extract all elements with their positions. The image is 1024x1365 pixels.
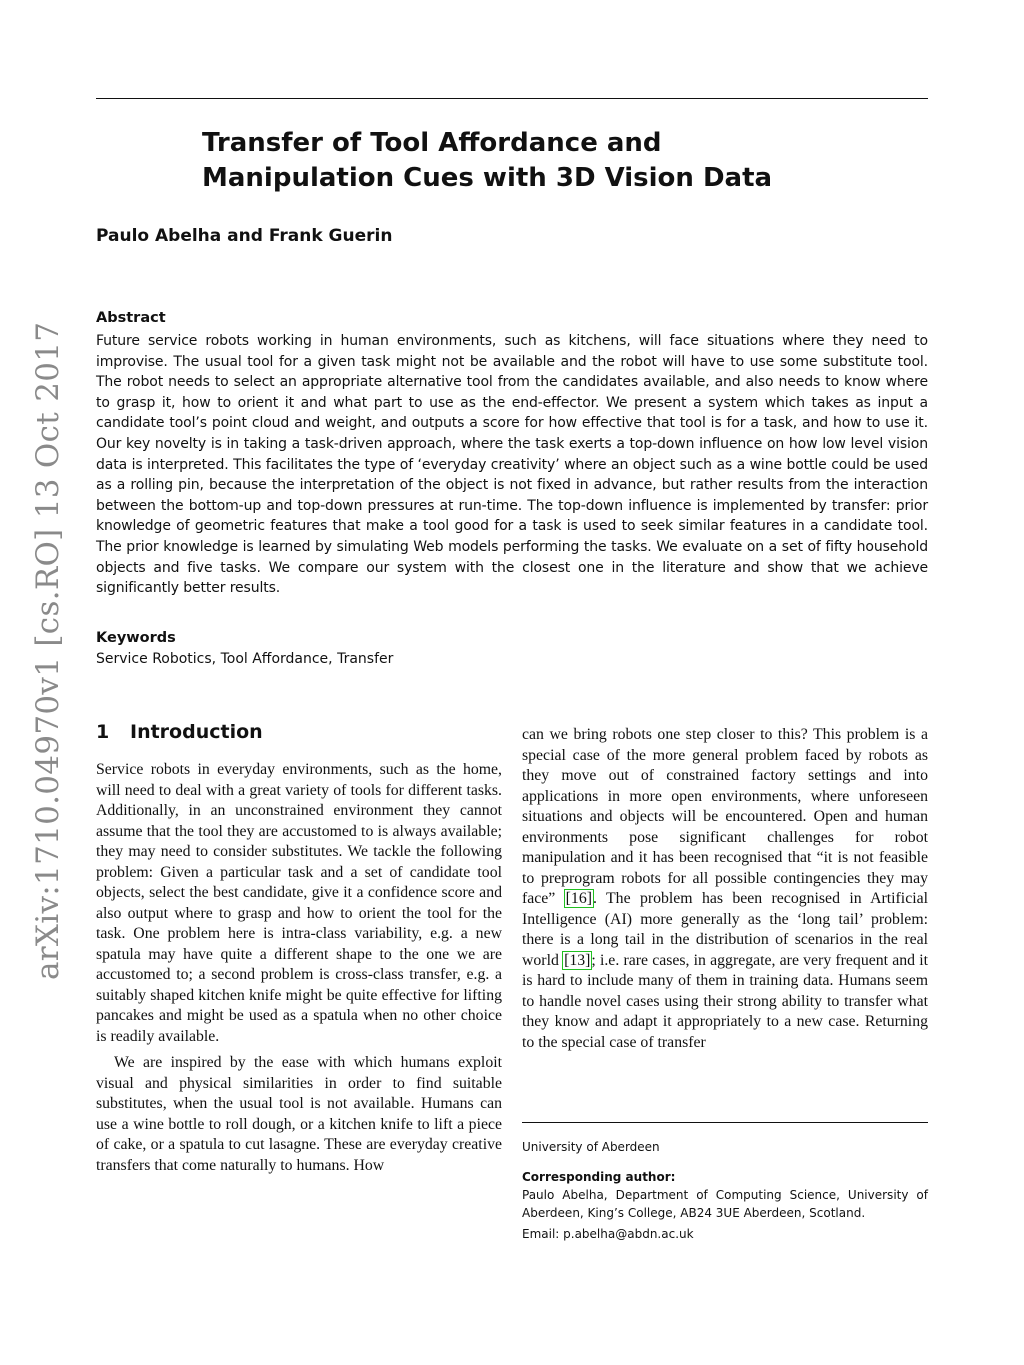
paper-title <box>202 126 902 196</box>
right-column <box>522 725 928 1053</box>
citation-link-13[interactable]: [13] <box>564 951 591 969</box>
left-column <box>96 760 502 1176</box>
intro-paragraph-1: Service robots in everyday environments, such as the home, will need to deal with a great variety of tools for different tasks. Additionally, in an unconstrained environment they cannot assume that the tool they are accustomed to is always available; they may need to consider substitutes. We tackle the following problem: Given a particular task and a set of candidate tool objects, select the best candidate, give it a confidence score and also output where to grasp and how to orient the tool for the task. One problem here is intra-class variability, e.g. a new spatula may have quite a different shape to the one we are accustomed to; a second problem is cross-class transfer, e.g. a suitably shaped kitchen knife might be quite effective for lifting pancakes and might be used as a spatula when no other choice is readily available. <box>96 761 502 1045</box>
intro-text-segment-a: can we bring robots one step closer to this? This problem is a special case of the more general problem faced by robots as they move out of constrained factory settings and into applications in more open environments, where unforeseen situations and objects will be encountered. Open and human environments pose significant challenges for robot manipulation and it has been recognised that “it is not feasible to preprogram robots for all possible contingencies they may face” <box>522 726 928 907</box>
intro-paragraph-2: We are inspired by the ease with which humans exploit visual and physical similarities in order to find suitable substitutes, when the usual tool is not available. Humans can use a wine bottle to roll dough, or a kitchen knife to lift a piece of cake, or a spatula to cut lasagne. These are everyday creative transfers that come naturally to humans. How <box>96 1054 502 1174</box>
title-line-1: Transfer of Tool Affordance and <box>202 128 662 158</box>
arxiv-identifier-stamp[interactable]: arXiv:1710.04970v1 [cs.RO] 13 Oct 2017 <box>30 321 66 980</box>
abstract-heading: Abstract <box>96 310 166 326</box>
section-heading-introduction <box>96 721 263 743</box>
citation-link-16[interactable]: [16] <box>565 890 592 907</box>
footnote-block <box>522 1138 928 1243</box>
intro-text-segment-b: . The problem has been recognised in Artificial Intelligence (AI) more generally as the ‘long tail’ problem: there is a long tail in the distribution of scenarios in the real world <box>522 890 928 969</box>
corresponding-author-label: Corresponding author: <box>522 1170 676 1184</box>
intro-text-segment-c: ; i.e. rare cases, in aggregate, are very frequent and it is hard to include many of them in training data. Humans seem to handle novel cases using their strong ability to transfer what they know and adapt it appropriately to a new case. Returning to the special case of transfer <box>522 951 929 1051</box>
abstract-text: Future service robots working in human environments, such as kitchens, will face situations where they need to improvise. The usual tool for a given task might not be available and the robot will have to use some substitute tool. The robot needs to select an appropriate alternative tool from the candidates available, and also needs to know where to grasp it, how to orient it and what part to use as the end-effector. We present a system which takes as input a candidate tool’s point cloud and weight, and outputs a score for how effective that tool is for a task, and how to use it. Our key novelty is in taking a task-driven approach, where the task exerts a top-down influence on how low level vision data is interpreted. This facilitates the type of ‘everyday creativity’ where an object such as a wine bottle could be used as a rolling pin, because the interpretation of the object is not fixed in advance, but rather results from the interaction between the bottom-up and top-down pressures at run-time. The top-down influence is implemented by transfer: prior knowledge of geometric features that make a tool good for a task is used to seek similar features in a candidate tool. The prior knowledge is learned by simulating Web models performing the tasks. We evaluate on a set of fifty household objects and five tasks. We compare our system with the closest one in the literature and show that we achieve significantly better results. <box>96 333 928 597</box>
corresponding-author-email[interactable]: Email: p.abelha@abdn.ac.uk <box>522 1227 694 1241</box>
section-title: Introduction <box>130 721 263 743</box>
title-line-2: Manipulation Cues with 3D Vision Data <box>202 163 773 193</box>
footnote-rule <box>522 1122 928 1123</box>
keywords-text: Service Robotics, Tool Affordance, Transfer <box>96 651 394 667</box>
header-rule <box>96 98 928 99</box>
intro-paragraph-2-continued <box>522 725 928 1053</box>
paper-authors: Paulo Abelha and Frank Guerin <box>96 226 393 246</box>
corresponding-author-address: Paulo Abelha, Department of Computing Science, University of Aberdeen, King’s College, AB24 3UE Aberdeen, Scotland. <box>522 1188 928 1220</box>
keywords-heading: Keywords <box>96 630 176 646</box>
section-number: 1 <box>96 721 110 743</box>
affiliation: University of Aberdeen <box>522 1140 660 1154</box>
